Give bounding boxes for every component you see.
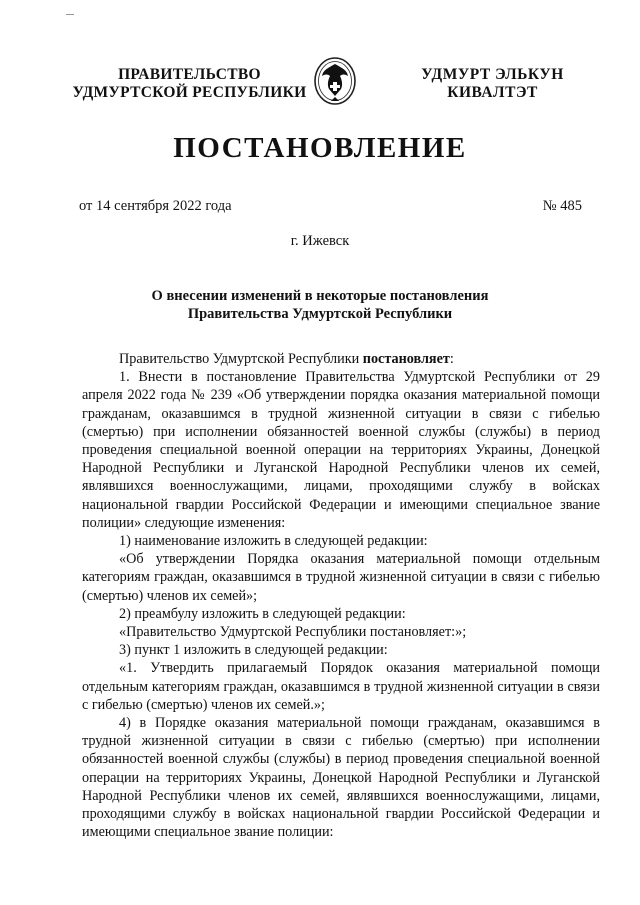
body-paragraph: 1. Внести в постановление Правительства Удмуртской Республики от 29 апреля 2022 года № 239 «Об утверждении порядка оказания материальной помощи гражданам, оказавшимся в трудной жизненной ситуации в связи с гибелью (смертью) при исполнении обязанностей военной службы (службы) в период проведения специальной военной операции на территориях Украины, Донецкой Народной Республики и Луганской Народной Республики членов их семей, являвшихся военнослужащими, лицами, проходящими службу в войсках национальной гвардии Российской Федерации и имеющими специальное звание полиции» следующие изменения: [82,369,600,531]
header-right [385,66,600,102]
body-paragraph: «Правительство Удмуртской Республики постановляет:»; [119,624,467,641]
intro-bold: постановляет [362,351,450,367]
intro-text: Правительство Удмуртской Республики [119,351,363,367]
body-paragraph: «1. Утвердить прилагаемый Порядок оказания материальной помощи отдельным категориям граждан, оказавшимся в трудной жизненной ситуации в связи с гибелью (смертью) членов их семей.»; [82,660,600,713]
body-paragraph: 2) преамбулу изложить в следующей редакции: [119,605,406,622]
document-subject [80,287,560,323]
header-left-line1: ПРАВИТЕЛЬСТВО [118,66,261,83]
document-number: № 485 [542,198,582,214]
document-title: ПОСТАНОВЛЕНИЕ [173,132,467,164]
header-left [62,66,317,102]
header-left-line2: УДМУРТСКОЙ РЕСПУБЛИКИ [72,84,307,101]
intro-paragraph [82,350,600,368]
coat-of-arms-icon [313,56,357,106]
document-date: от 14 сентября 2022 года [79,198,232,214]
body-paragraph: 3) пункт 1 изложить в следующей редакции: [119,642,388,659]
subject-line2: Правительства Удмуртской Республики [187,306,453,322]
scan-mark [66,14,74,18]
intro-end: : [449,351,454,367]
document-city: г. Ижевск [290,233,350,249]
body-paragraph: «Об утверждении Порядка оказания материальной помощи отдельным категориям граждан, оказавшимся в трудной жизненной ситуации в связи с гибелью (смертью) членов их семей»; [82,551,600,604]
subject-line1: О внесении изменений в некоторые постановления [151,288,489,304]
body-paragraph: 1) наименование изложить в следующей редакции: [119,533,428,550]
header-right-line2: КИВАЛТЭТ [447,84,538,101]
header-right-line1: УДМУРТ ЭЛЬКУН [421,66,564,83]
body-paragraph: 4) в Порядке оказания материальной помощи гражданам, оказавшимся в трудной жизненной ситуации в связи с гибелью (смертью) при исполнении обязанностей военной службы (службы) в период проведения специальной военной операции на территориях Украины, Донецкой Народной Республики и Луганской Народной Республики членов их семей, являвшихся военнослужащими, лицами, проходящими службу в войсках национальной гвардии Российской Федерации и имеющими специальное звание полиции: [82,715,600,841]
document-body [82,350,600,841]
